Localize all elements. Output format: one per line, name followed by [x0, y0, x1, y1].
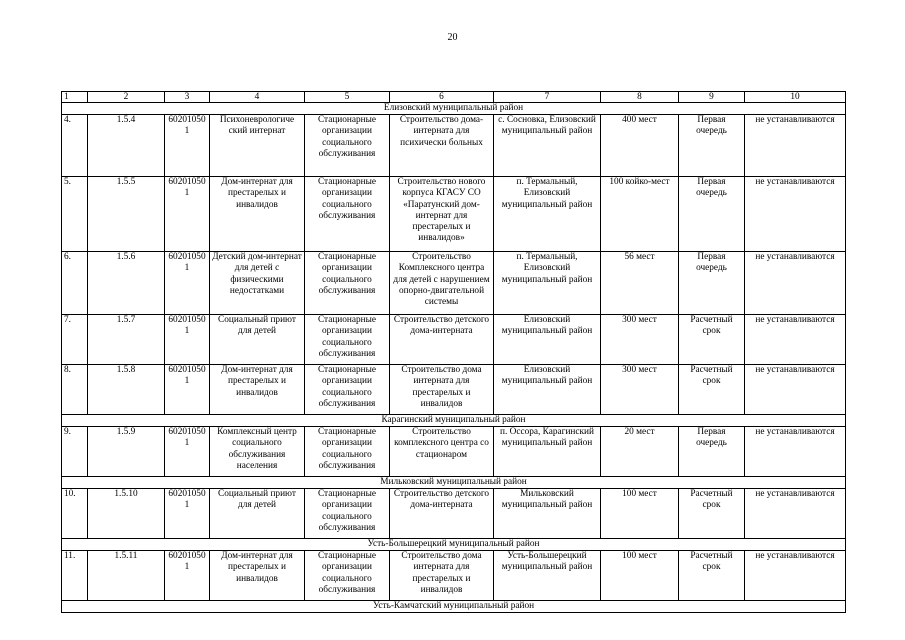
- facilities-table: [61, 91, 846, 613]
- column-number: 6: [390, 92, 494, 103]
- table-cell: 1.5.4: [88, 115, 165, 177]
- table-cell: 60201050 1: [165, 489, 210, 539]
- table-cell: 8.: [62, 365, 88, 415]
- table-cell: не устанавливаются: [745, 551, 846, 601]
- column-number: 3: [165, 92, 210, 103]
- column-number: 8: [601, 92, 679, 103]
- table-cell: Расчетный срок: [679, 365, 745, 415]
- table-cell: 100 мест: [601, 489, 679, 539]
- column-number: 2: [88, 92, 165, 103]
- table-cell: Дом-интернат для престарелых и инвалидов: [210, 177, 305, 252]
- table-cell: Строительство детского дома-интерната: [390, 315, 494, 365]
- table-body: [62, 92, 846, 613]
- table-cell: не устанавливаются: [745, 427, 846, 477]
- table-row: [62, 177, 846, 252]
- table-row: [62, 315, 846, 365]
- table-cell: Социальный приют для детей: [210, 315, 305, 365]
- table-cell: Стационарные организации социального обслуживания: [305, 315, 390, 365]
- column-number: 9: [679, 92, 745, 103]
- table-cell: не устанавливаются: [745, 489, 846, 539]
- table-cell: 1.5.5: [88, 177, 165, 252]
- table-cell: 7.: [62, 315, 88, 365]
- table-cell: 100 койко-мест: [601, 177, 679, 252]
- table-cell: 1.5.11: [88, 551, 165, 601]
- table-cell: Стационарные организации социального обслуживания: [305, 252, 390, 315]
- table-cell: Стационарные организации социального обслуживания: [305, 551, 390, 601]
- table-cell: 400 мест: [601, 115, 679, 177]
- table-row: [62, 252, 846, 315]
- column-number: 10: [745, 92, 846, 103]
- section-title: Усть-Большерецкий муниципальный район: [62, 539, 846, 551]
- column-number-row: [62, 92, 846, 103]
- table-cell: 20 мест: [601, 427, 679, 477]
- table-cell: п. Оссора, Карагинский муниципальный район: [494, 427, 601, 477]
- table-cell: Елизовский муниципальный район: [494, 365, 601, 415]
- table-cell: 1.5.9: [88, 427, 165, 477]
- column-number: 4: [210, 92, 305, 103]
- column-number: 1: [62, 92, 88, 103]
- section-title: Усть-Камчатский муниципальный район: [62, 601, 846, 613]
- table-cell: Стационарные организации социального обслуживания: [305, 115, 390, 177]
- section-header-row: [62, 415, 846, 427]
- table-row: [62, 365, 846, 415]
- table-cell: Строительство комплексного центра со стационаром: [390, 427, 494, 477]
- table-cell: Строительство дома-интерната для психически больных: [390, 115, 494, 177]
- table-cell: Елизовский муниципальный район: [494, 315, 601, 365]
- table-cell: 1.5.8: [88, 365, 165, 415]
- table-cell: 300 мест: [601, 315, 679, 365]
- table-cell: Дом-интернат для престарелых и инвалидов: [210, 365, 305, 415]
- table-cell: 6.: [62, 252, 88, 315]
- table-cell: 100 мест: [601, 551, 679, 601]
- table-cell: Стационарные организации социального обслуживания: [305, 489, 390, 539]
- table-cell: Строительство Комплексного центра для детей с нарушением опорно-двигательной системы: [390, 252, 494, 315]
- table-cell: Первая очередь: [679, 115, 745, 177]
- section-title: Мильковский муниципальный район: [62, 477, 846, 489]
- table-cell: 60201050 1: [165, 551, 210, 601]
- table-cell: Стационарные организации социального обслуживания: [305, 365, 390, 415]
- table-cell: с. Сосновка, Елизовский муниципальный район: [494, 115, 601, 177]
- table-cell: 5.: [62, 177, 88, 252]
- table-cell: не устанавливаются: [745, 315, 846, 365]
- table-cell: Строительство нового корпуса КГАСУ СО «Паратунский дом-интернат для престарелых и инвалидов»: [390, 177, 494, 252]
- table-cell: Детский дом-интернат для детей с физическими недостатками: [210, 252, 305, 315]
- table-cell: 60201050 1: [165, 315, 210, 365]
- table-cell: Психоневрологиче ский интернат: [210, 115, 305, 177]
- table-cell: 60201050 1: [165, 427, 210, 477]
- table-cell: Расчетный срок: [679, 489, 745, 539]
- table-cell: 4.: [62, 115, 88, 177]
- table-cell: не устанавливаются: [745, 115, 846, 177]
- table-cell: Дом-интернат для престарелых и инвалидов: [210, 551, 305, 601]
- table-cell: не устанавливаются: [745, 365, 846, 415]
- table-cell: 11.: [62, 551, 88, 601]
- table-cell: Мильковский муниципальный район: [494, 489, 601, 539]
- section-header-row: [62, 539, 846, 551]
- column-number: 7: [494, 92, 601, 103]
- table-row: [62, 489, 846, 539]
- table-cell: Расчетный срок: [679, 551, 745, 601]
- table-cell: Строительство детского дома-интерната: [390, 489, 494, 539]
- table-cell: п. Термальный, Елизовский муниципальный район: [494, 177, 601, 252]
- table-cell: Первая очередь: [679, 252, 745, 315]
- table-row: [62, 115, 846, 177]
- table-cell: Расчетный срок: [679, 315, 745, 365]
- table-cell: Строительство дома интерната для престарелых и инвалидов: [390, 551, 494, 601]
- table-cell: Усть-Большерецкий муниципальный район: [494, 551, 601, 601]
- section-header-row: [62, 477, 846, 489]
- table-cell: 60201050 1: [165, 115, 210, 177]
- table-cell: 1.5.6: [88, 252, 165, 315]
- table-cell: Первая очередь: [679, 177, 745, 252]
- table-row: [62, 551, 846, 601]
- table-cell: 9.: [62, 427, 88, 477]
- page-number: 20: [447, 32, 458, 43]
- column-number: 5: [305, 92, 390, 103]
- table-cell: 1.5.7: [88, 315, 165, 365]
- section-title: Карагинский муниципальный район: [62, 415, 846, 427]
- table-cell: Стационарные организации социального обслуживания: [305, 177, 390, 252]
- section-header-row: [62, 103, 846, 115]
- table-cell: 60201050 1: [165, 177, 210, 252]
- table-cell: Стационарные организации социального обслуживания: [305, 427, 390, 477]
- table-cell: Комплексный центр социального обслуживания населения: [210, 427, 305, 477]
- table-cell: 56 мест: [601, 252, 679, 315]
- table-cell: 10.: [62, 489, 88, 539]
- table-cell: Социальный приют для детей: [210, 489, 305, 539]
- table-cell: не устанавливаются: [745, 177, 846, 252]
- table-cell: п. Термальный, Елизовский муниципальный район: [494, 252, 601, 315]
- table-cell: 1.5.10: [88, 489, 165, 539]
- table-cell: Строительство дома интерната для престарелых и инвалидов: [390, 365, 494, 415]
- section-header-row: [62, 601, 846, 613]
- table-cell: Первая очередь: [679, 427, 745, 477]
- table-cell: не устанавливаются: [745, 252, 846, 315]
- table-cell: 60201050 1: [165, 365, 210, 415]
- table-cell: 60201050 1: [165, 252, 210, 315]
- table-row: [62, 427, 846, 477]
- section-title: Елизовский муниципальный район: [62, 103, 846, 115]
- table-cell: 300 мест: [601, 365, 679, 415]
